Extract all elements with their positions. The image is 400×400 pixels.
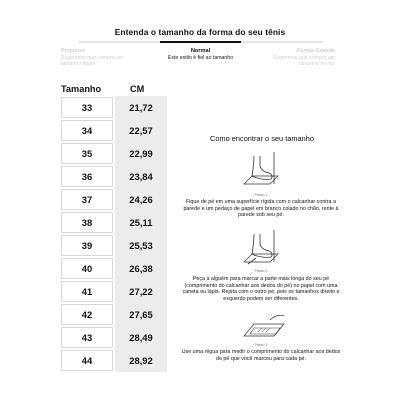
table-row: [61, 257, 167, 280]
table-row: [61, 188, 167, 211]
size-cell: 40: [61, 258, 113, 279]
cm-cell: 23,84: [115, 166, 167, 187]
fit-option-small-desc: Sugerimos que compre um tamanho maior: [61, 54, 124, 67]
size-cell: 36: [61, 166, 113, 187]
size-cell: 43: [61, 327, 113, 348]
ruler-measure-icon: [240, 308, 290, 344]
size-cell: 35: [61, 143, 113, 164]
size-cell: 41: [61, 281, 113, 302]
fit-option-normal-name: Normal: [190, 48, 211, 54]
size-cell: 39: [61, 235, 113, 256]
size-cell: 37: [61, 189, 113, 210]
fit-option-large-name: Forma Grande: [296, 48, 335, 54]
table-row: [61, 280, 167, 303]
page-title: Entenda o tamanho da forma do seu tênis: [114, 27, 286, 37]
foot-marking-icon: [240, 228, 282, 268]
cm-cell: 21,72: [115, 97, 167, 118]
step-2-text: Peça a alguém para marcar a parte mais longa do seu pé (comprimento do calcanhar aos dedos do pé) no papel com uma caneta ou lápis. Repita com o outro pé, pois os tamanhos direito e esquerdo podem ser diferentes.: [182, 276, 340, 302]
table-row: [61, 349, 167, 372]
cm-cell: 28,49: [115, 327, 167, 348]
fit-option-normal-desc: Este estilo é fiel ao tamanho: [167, 54, 234, 61]
table-row: [61, 211, 167, 234]
size-cell: 33: [61, 97, 113, 118]
fit-option-small-name: Pequeno: [61, 48, 85, 54]
table-row: [61, 165, 167, 188]
cm-cell: 24,26: [115, 189, 167, 210]
table-row: [61, 96, 167, 119]
size-cell: 42: [61, 304, 113, 325]
table-row: [61, 234, 167, 257]
table-row: [61, 119, 167, 142]
step-3-text: Use uma régua para medir o comprimento do calcanhar aos dedos do pé que você marcou para cada pé.: [181, 349, 341, 362]
size-cell: 44: [61, 350, 113, 371]
cm-cell: 25,11: [115, 212, 167, 233]
table-header-cm: CM: [130, 84, 145, 94]
fit-option-large: [254, 48, 335, 67]
table-header-size: Tamanho: [61, 84, 102, 94]
table-row: [61, 142, 167, 165]
foot-on-paper-icon: [240, 150, 282, 190]
fit-option-large-desc: Sugerimos que compre um tamanho menor: [272, 54, 335, 67]
cm-cell: 27,65: [115, 304, 167, 325]
table-row: [61, 303, 167, 326]
size-cell: 38: [61, 212, 113, 233]
fit-scale-active-segment: [160, 41, 241, 43]
step-2-label: Passo 2: [254, 269, 268, 273]
cm-cell: 27,22: [115, 281, 167, 302]
table-row: [61, 326, 167, 349]
step-3-label: Passo 3: [254, 343, 268, 347]
howto-title: Como encontrar o seu tamanho: [210, 134, 314, 143]
fit-option-small: [61, 48, 142, 67]
cm-cell: 26,38: [115, 258, 167, 279]
cm-cell: 25,53: [115, 235, 167, 256]
fit-option-normal: [160, 48, 241, 61]
cm-cell: 22,57: [115, 120, 167, 141]
size-cell: 34: [61, 120, 113, 141]
cm-cell: 22,99: [115, 143, 167, 164]
step-1-text: Fique de pé em uma superfície rígida com o calcanhar contra a parede e um pedaço de papel em branco colado no chão, rente à parede sob seu pé.: [183, 199, 339, 219]
cm-cell: 28,92: [115, 350, 167, 371]
step-1-label: Passo 1: [254, 193, 268, 197]
